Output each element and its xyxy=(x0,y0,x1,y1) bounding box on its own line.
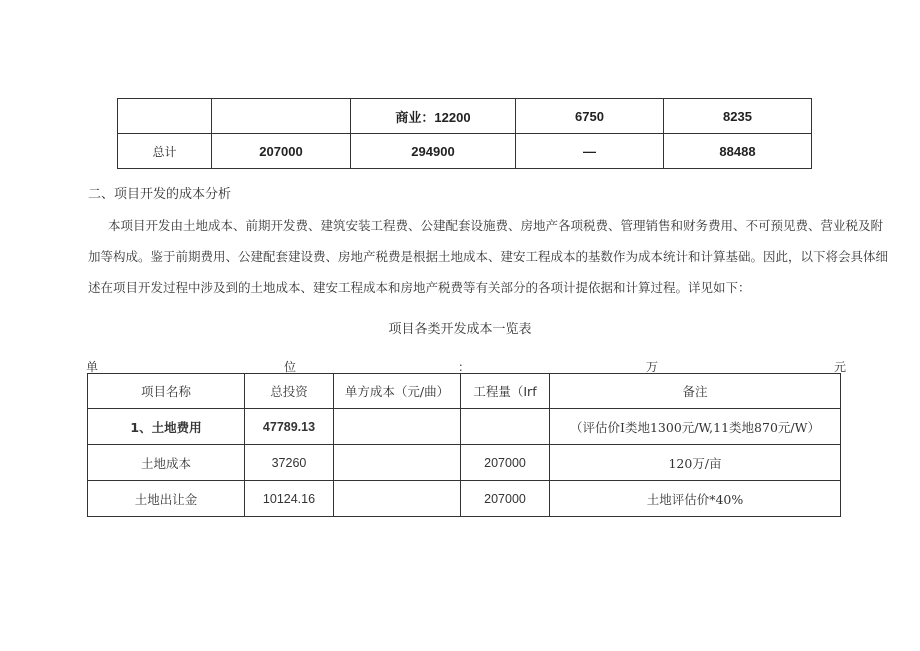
quantity: 207000 xyxy=(461,481,550,517)
total-investment: 37260 xyxy=(245,445,334,481)
table-row-total xyxy=(118,134,812,169)
column-header: 工程量（Irf xyxy=(461,374,550,409)
table-cell: 8235 xyxy=(664,99,812,134)
table-cell: 88488 xyxy=(664,134,812,169)
table-header-row xyxy=(88,374,841,409)
remark: 土地评估价*40% xyxy=(550,481,841,517)
section-heading: 二、项目开发的成本分析 xyxy=(88,187,232,202)
unit-char: ： xyxy=(458,360,471,374)
unit-char: 位 xyxy=(284,360,297,374)
total-investment: 10124.16 xyxy=(245,481,334,517)
paragraph-line: 本项目开发由土地成本、前期开发费、建筑安装工程费、公建配套设施费、房地产各项税费、管理销售和财务费用、不可预见费、营业税及附 xyxy=(108,218,884,233)
quantity xyxy=(461,409,550,445)
table-row xyxy=(118,99,812,134)
total-investment: 47789.13 xyxy=(245,409,334,445)
remark: 120万/亩 xyxy=(550,445,841,481)
table-row xyxy=(88,409,841,445)
summary-table xyxy=(117,98,812,169)
unit-label xyxy=(86,358,848,374)
item-name: 土地成本 xyxy=(88,445,245,481)
table-row xyxy=(88,481,841,517)
column-header: 单方成本（元/曲） xyxy=(334,374,461,409)
item-name: 土地出让金 xyxy=(88,481,245,517)
unit-char: 单 xyxy=(86,360,99,374)
table-cell: — xyxy=(516,134,664,169)
table-cell: 6750 xyxy=(516,99,664,134)
unit-char: 元 xyxy=(834,360,847,374)
table-row xyxy=(88,445,841,481)
total-label: 总计 xyxy=(118,134,212,169)
cost-table xyxy=(87,373,841,517)
body-paragraph xyxy=(88,211,889,306)
paragraph-line: 述在项目开发过程中涉及到的土地成本、建安工程成本和房地产税费等有关部分的各项计提依据和计算过程。详见如下： xyxy=(88,280,751,295)
unit-cost xyxy=(334,445,461,481)
unit-cost xyxy=(334,481,461,517)
paragraph-line: 加等构成。鉴于前期费用、公建配套建设费、房地产税费是根据土地成本、建安工程成本的基数作为成本统计和计算基础。因此，以下将会具体细 xyxy=(88,249,889,264)
unit-char: 万 xyxy=(646,360,659,374)
unit-cost xyxy=(334,409,461,445)
table-title: 项目各类开发成本一览表 xyxy=(388,322,532,337)
column-header: 备注 xyxy=(550,374,841,409)
table-cell: 商业：12200 xyxy=(351,99,516,134)
table-cell: 294900 xyxy=(351,134,516,169)
remark: （评估价I类地1300元/W,11类地870元/W） xyxy=(550,409,841,445)
column-header: 项目名称 xyxy=(88,374,245,409)
table-cell xyxy=(118,99,212,134)
table-cell xyxy=(212,99,351,134)
table-cell: 207000 xyxy=(212,134,351,169)
item-name: 1、土地费用 xyxy=(88,409,245,445)
quantity: 207000 xyxy=(461,445,550,481)
column-header: 总投资 xyxy=(245,374,334,409)
